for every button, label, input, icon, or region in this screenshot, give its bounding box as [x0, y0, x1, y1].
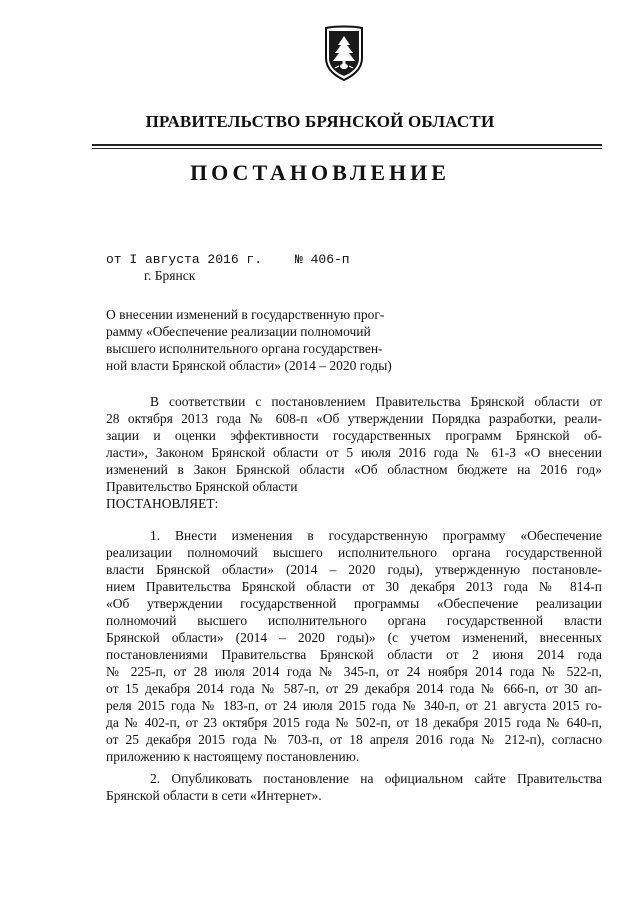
preamble-line: 28 октября 2013 года № 608-п «Об утверждении Порядка разработки, реали- [106, 411, 602, 426]
item1-line: от 25 декабря 2015 года № 703-п, от 18 апреля 2016 года № 212-п), согласно [106, 732, 602, 747]
preamble-line: Правительство Брянской области [106, 479, 298, 494]
document-number: № 406-п [295, 252, 350, 267]
preamble-line: ласти», Законом Брянской области от 5 июля 2016 года № 61-З «О внесении [106, 445, 602, 460]
item1-line: № 225-п, от 28 июля 2014 года № 345-п, от 24 ноября 2014 года № 522-п, [106, 664, 602, 679]
header-rule-thin [92, 148, 602, 149]
subject-line: ной власти Брянской области» (2014 – 2020 годы) [106, 358, 392, 373]
item1-line: да № 402-п, от 23 октября 2015 года № 502-п, от 18 декабря 2015 года № 640-п, [106, 715, 602, 730]
preamble-line: изменений в Закон Брянской области «Об областном бюджете на 2016 год» [106, 462, 602, 477]
document-city: г. Брянск [144, 268, 196, 283]
item1-line: Брянской области» (2014 – 2020 годы)» (с учетом изменений, внесенных [106, 630, 602, 645]
item1-line: нием Правительства Брянской области от 30 декабря 2013 года № 814-п [106, 579, 602, 594]
document-type-title: ПОСТАНОВЛЕНИЕ [190, 160, 450, 185]
document-date: от I августа 2016 г. [106, 252, 263, 267]
item1-line: власти Брянской области» (2014 – 2020 годы), утвержденную постановле- [106, 562, 602, 577]
item1-line: постановлениями Правительства Брянской области от 2 июня 2014 года [106, 647, 602, 662]
item1-line: реля 2015 года № 183-п, от 24 июля 2015 года № 340-п, от 21 августа 2015 го- [106, 698, 602, 713]
item1-line: от 15 декабря 2014 года № 587-п, от 29 декабря 2014 года № 666-п, от 30 ап- [106, 681, 602, 696]
subject-line: О внесении изменений в государственную прог- [106, 307, 385, 322]
subject-line: высшего исполнительного органа государствен- [106, 341, 383, 356]
item1-line: приложению к настоящему постановлению. [106, 749, 360, 764]
item1-line: реализации полномочий высшего исполнительного органа государственной [106, 545, 602, 560]
preamble-line: В соответствии с постановлением Правительства Брянской области от [150, 394, 602, 409]
subject-line: рамму «Обеспечение реализации полномочий [106, 324, 371, 339]
header-rule-thick [92, 144, 602, 146]
resolves-heading: ПОСТАНОВЛЯЕТ: [106, 496, 219, 511]
item2-line: 2. Опубликовать постановление на официальном сайте Правительства [150, 771, 602, 786]
item1-line: «Об утверждении государственной программы «Обеспечение реализации [106, 596, 602, 611]
item2-line: Брянской области в сети «Интернет». [106, 788, 322, 803]
organization-title: ПРАВИТЕЛЬСТВО БРЯНСКОЙ ОБЛАСТИ [145, 112, 495, 131]
item1-line: 1. Внести изменения в государственную программу «Обеспечение [150, 528, 602, 543]
preamble-line: зации и оценки эффективности государственных программ Брянской об- [106, 428, 602, 443]
item1-line: полномочий высшего исполнительного органа государственной власти [106, 613, 602, 628]
coat-of-arms-icon [320, 24, 368, 82]
